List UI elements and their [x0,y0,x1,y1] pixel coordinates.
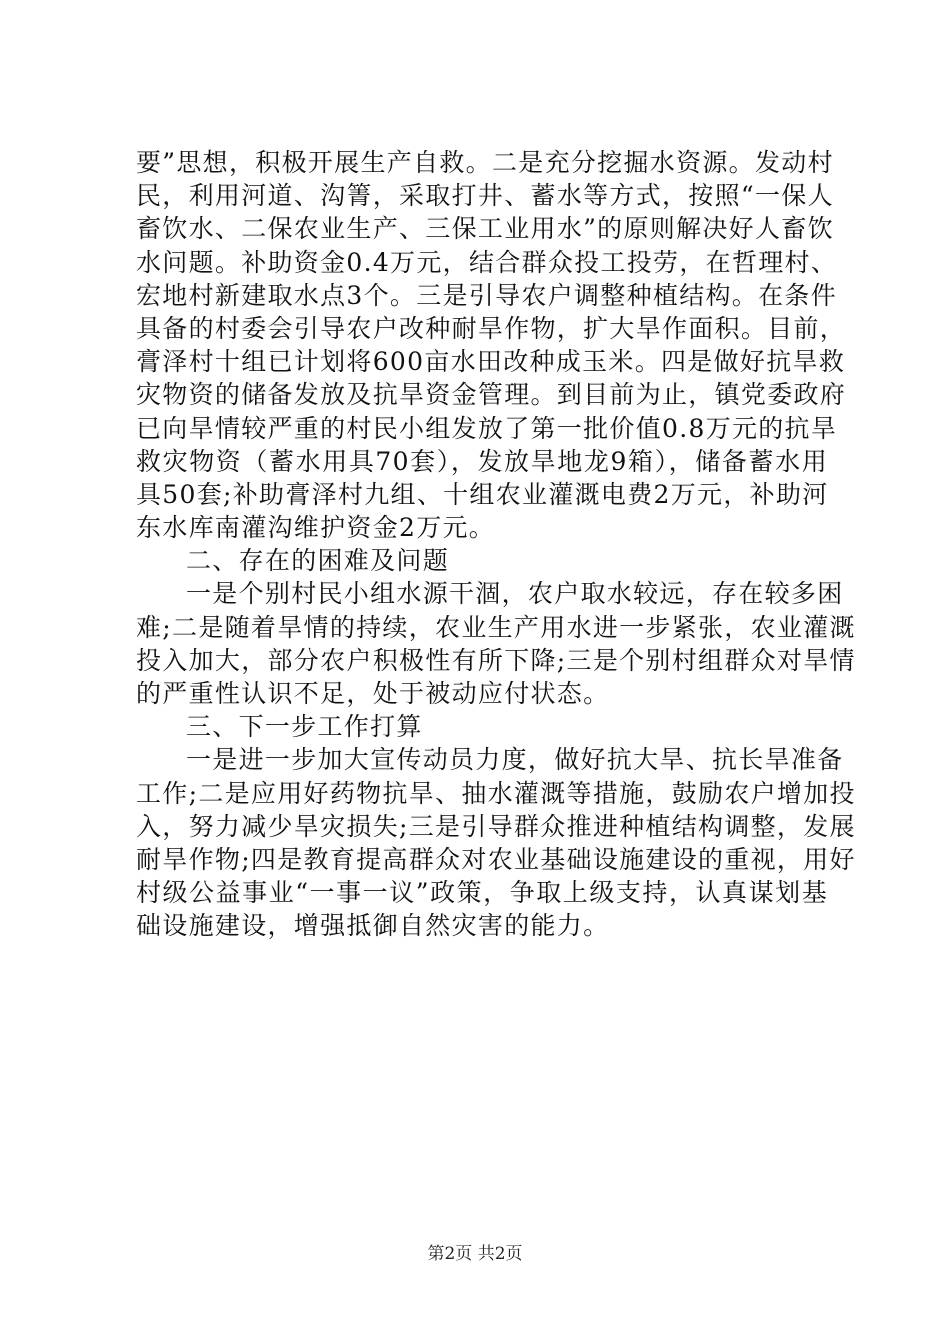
page-number-footer: 第2页 共2页 [427,1244,523,1264]
body-line: 救灾物资（蓄水用具70套），发放旱地龙9箱），储备蓄水用 [136,446,828,476]
body-line: 一是进一步加大宣传动员力度，做好抗大旱、抗长旱准备 [186,745,844,775]
body-line: 具50套;补助膏泽村九组、十组农业灌溉电费2万元，补助河 [136,479,829,509]
body-line-last: 础设施建设，增强抵御自然灾害的能力。 [136,911,610,941]
body-line: 村级公益事业“一事一议”政策，争取上级支持，认真谋划基 [136,878,828,908]
body-line: 入，努力减少旱灾损失;三是引导群众推进种植结构调整，发展 [136,811,856,841]
body-line-last: 东水库南灌沟维护资金2万元。 [136,513,496,543]
body-line: 要”思想，积极开展生产自救。二是充分挖掘水资源。发动村 [136,148,834,177]
body-line: 宏地村新建取水点3个。三是引导农户调整种植结构。在条件 [136,280,838,310]
body-line: 投入加大，部分农户积极性有所下降;三是个别村组群众对旱情 [136,645,856,675]
body-line: 膏泽村十组已计划将600亩水田改种成玉米。四是做好抗旱救 [136,347,846,377]
section-heading-next-steps: 三、下一步工作打算 [186,712,423,742]
section-heading-difficulties: 二、存在的困难及问题 [186,546,450,576]
body-line: 水问题。补助资金0.4万元，结合群众投工投劳，在哲理村、 [136,247,838,277]
body-line: 畜饮水、二保农业生产、三保工业用水”的原则解决好人畜饮 [136,214,834,244]
body-line: 耐旱作物;四是教育提高群众对农业基础设施建设的重视，用好 [136,844,856,874]
document-body [136,146,856,943]
body-line: 一是个别村民小组水源干涸，农户取水较远，存在较多困 [186,579,844,609]
body-line-last: 的严重性认识不足，处于被动应付状态。 [136,679,610,708]
body-line: 难;二是随着旱情的持续，农业生产用水进一步紧张，农业灌溉 [136,612,856,642]
body-line: 民，利用河道、沟箐，采取打井、蓄水等方式，按照“一保人 [136,181,834,211]
body-line: 具备的村委会引导农户改种耐旱作物，扩大旱作面积。目前， [136,313,847,343]
body-line: 已向旱情较严重的村民小组发放了第一批价值0.8万元的抗旱 [136,413,838,443]
body-line: 灾物资的储备发放及抗旱资金管理。到目前为止，镇党委政府 [136,380,847,410]
body-line: 工作;二是应用好药物抗旱、抽水灌溉等措施，鼓励农户增加投 [136,778,856,808]
